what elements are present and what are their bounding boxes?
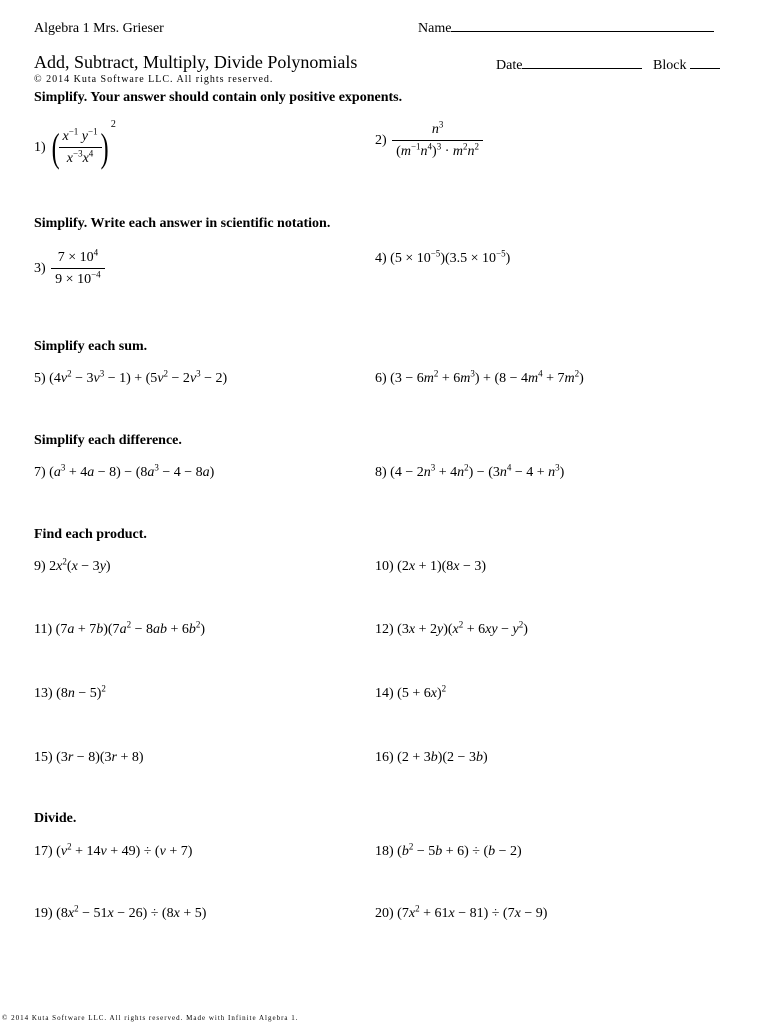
problem-number: 15) [34,750,53,765]
problem-number: 4) [375,251,387,266]
problem-17 [34,841,193,860]
problem-number: 12) [375,622,394,637]
problem-expression: $(5 + 6x)^2$ [397,683,447,701]
problem-16 [375,750,488,766]
problem-expression: (2 + 3b)(2 − 3b) [397,750,488,765]
section-instruction: Simplify each sum. [34,339,148,354]
problem-19 [34,903,207,922]
problem-12 [375,619,528,638]
problem-7 [34,462,215,481]
problem-expression: $(3 - 6m^2 + 6m^3) + (8 - 4m^4 + 7m^2)$ [390,368,584,386]
problem-expression: $(v^2 + 14v + 49) \div (v + 7)$ [56,841,193,859]
problem-number: 6) [375,371,387,386]
problem-3 [34,247,107,288]
section-instruction: Simplify each difference. [34,433,182,448]
problem-13 [34,683,106,702]
problem-expression: (2x + 1)(8x − 3) [397,559,487,574]
course-label: Algebra 1 Mrs. Grieser [34,21,164,36]
page-footer: © 2014 Kuta Software LLC. All rights reserved. Made with Infinite Algebra 1. [2,1014,299,1022]
problem-number: 18) [375,844,394,859]
problem-4 [375,248,511,267]
problem-expression: $(4 - 2n^3 + 4n^2) - (3n^4 - 4 + n^3)$ [390,462,565,480]
problem-number: 2) [375,133,387,148]
page-title: Add, Subtract, Multiply, Divide Polynomials [34,52,358,72]
problem-15 [34,750,144,766]
problem-number: 17) [34,844,53,859]
name-label: Name [418,21,452,36]
name-field[interactable] [418,21,714,37]
block-label: Block [653,58,687,73]
problem-expression: $(3x + 2y)(x^2 + 6xy - y^2)$ [397,619,528,637]
copyright: © 2014 Kuta Software LLC. All rights reserved. [34,74,274,85]
section-instruction: Find each product. [34,527,147,542]
problem-number: 11) [34,622,53,637]
section-instruction: Divide. [34,811,77,826]
problem-expression: $\frac{7 \times 10^4}{9 \times 10^{-4}}$ [51,250,104,288]
problem-number: 5) [34,371,46,386]
problem-expression: $(a^3 + 4a - 8) - (8a^3 - 4 - 8a)$ [49,462,215,480]
problem-number: 1) [34,139,46,155]
problem-expression: $(8x^2 - 51x - 26) \div (8x + 5)$ [56,903,207,921]
problem-10 [375,559,486,575]
problem-expression: $\frac{n^3}{(m^{-1}n^4)^3 \cdot m^2n^2}$ [392,122,483,160]
problem-number: 14) [375,686,394,701]
problem-18 [375,841,522,860]
problem-expression: $(7a + 7b)(7a^2 - 8ab + 6b^2)$ [55,619,206,637]
problem-14 [375,683,447,702]
problem-number: 8) [375,465,387,480]
date-label: Date [496,58,523,73]
problem-11 [34,619,206,638]
problem-20 [375,903,548,922]
problem-5 [34,368,228,387]
problem-expression: (3r − 8)(3r + 8) [56,750,144,765]
problem-6 [375,368,584,387]
problem-expression: $(4v^2 - 3v^3 - 1) + (5v^2 - 2v^3 - 2)$ [49,368,228,386]
problem-expression: $(8n - 5)^2$ [56,683,106,701]
problem-number: 9) [34,559,46,574]
problem-number: 16) [375,750,394,765]
problem-number: 20) [375,906,394,921]
date-field[interactable] [496,58,642,74]
problem-9 [34,556,111,575]
block-field[interactable] [653,58,720,74]
problem-number: 10) [375,559,394,574]
problem-number: 3) [34,261,46,276]
section-instruction: Simplify. Your answer should contain only positive exponents. [34,90,403,105]
name-blank[interactable] [451,31,714,32]
problem-number: 19) [34,906,53,921]
problem-expression: $(b^2 - 5b + 6) \div (b - 2)$ [397,841,522,859]
problem-number: 7) [34,465,46,480]
problem-number: 13) [34,686,53,701]
problem-expression: ( $\frac{x^{-1} y^{-1}}{x^{-3}x^4}$ )$^2$ [51,119,116,170]
section-instruction: Simplify. Write each answer in scientific notation. [34,216,331,231]
problem-8 [375,462,565,481]
problem-2 [375,119,485,160]
problem-expression: $(7x^2 + 61x - 81) \div (7x - 9)$ [397,903,548,921]
date-blank[interactable] [522,68,642,69]
problem-expression: $(5 \times 10^{-5})(3.5 \times 10^{-5})$ [390,248,511,266]
block-blank[interactable] [690,68,720,69]
problem-1 [34,119,116,170]
problem-expression: $2x^2(x - 3y)$ [49,556,111,574]
